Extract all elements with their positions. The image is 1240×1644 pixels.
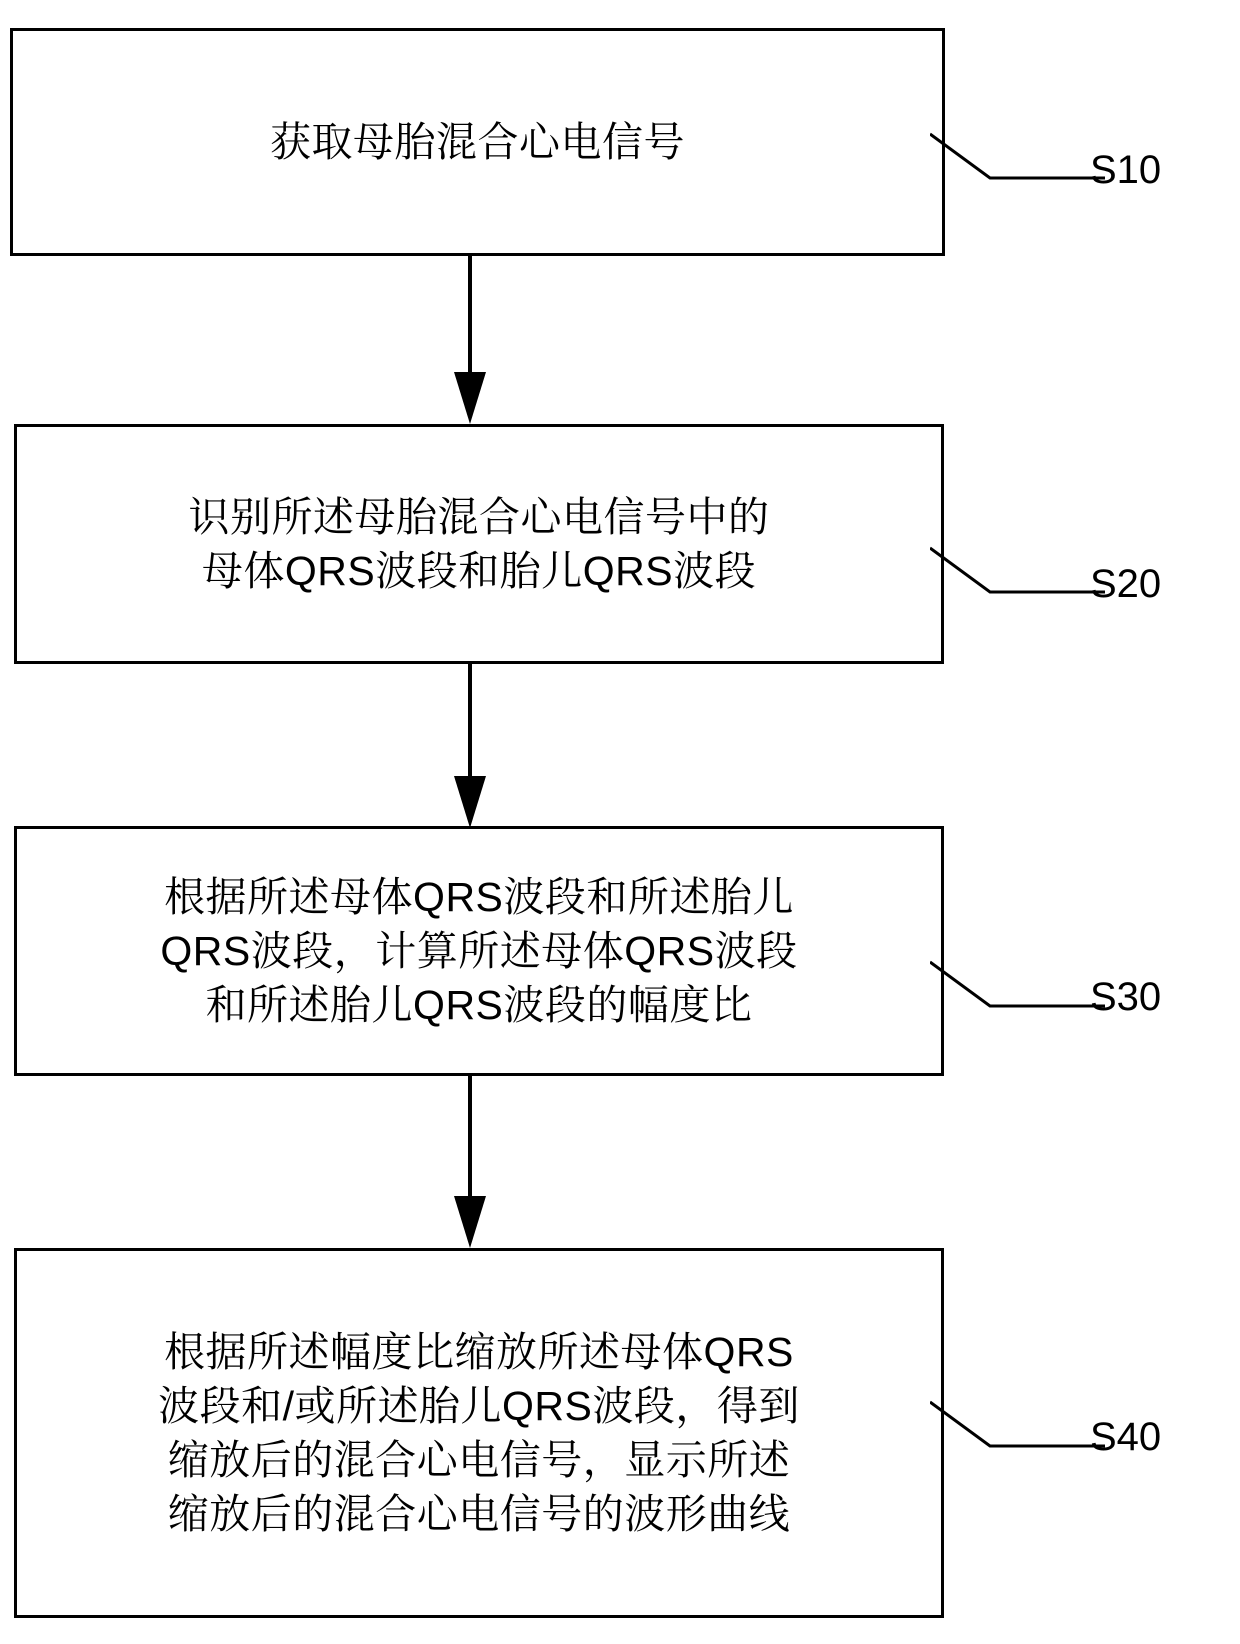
flow-node-s10[interactable] <box>10 28 945 256</box>
leader-line-s10 <box>930 130 1110 200</box>
flow-node-s20-label: 识别所述母胎混合心电信号中的 母体QRS波段和胎儿QRS波段 <box>188 493 770 594</box>
leader-line-s40 <box>930 1398 1110 1468</box>
step-label-s10: S10 <box>1090 148 1162 192</box>
flow-node-s20[interactable] <box>14 424 944 664</box>
flow-node-s30[interactable] <box>14 826 944 1076</box>
connector-s30-s40 <box>440 1076 500 1252</box>
leader-line-s30 <box>930 958 1110 1028</box>
step-label-s30: S30 <box>1090 975 1162 1019</box>
flow-node-s30-label: 根据所述母体QRS波段和所述胎儿 QRS波段，计算所述母体QRS波段 和所述胎儿QRS波段的幅度比 <box>160 873 798 1029</box>
flow-node-s10-label: 获取母胎混合心电信号 <box>270 118 685 165</box>
connector-s20-s30 <box>440 664 500 832</box>
step-label-s40: S40 <box>1090 1415 1162 1459</box>
flow-node-s40[interactable] <box>14 1248 944 1618</box>
connector-s10-s20 <box>440 256 500 428</box>
leader-line-s20 <box>930 544 1110 614</box>
flow-node-s40-label: 根据所述幅度比缩放所述母体QRS 波段和/或所述胎儿QRS波段，得到 缩放后的混合心电信号，显示所述 缩放后的混合心电信号的波形曲线 <box>158 1328 800 1538</box>
step-label-s20: S20 <box>1090 562 1162 606</box>
